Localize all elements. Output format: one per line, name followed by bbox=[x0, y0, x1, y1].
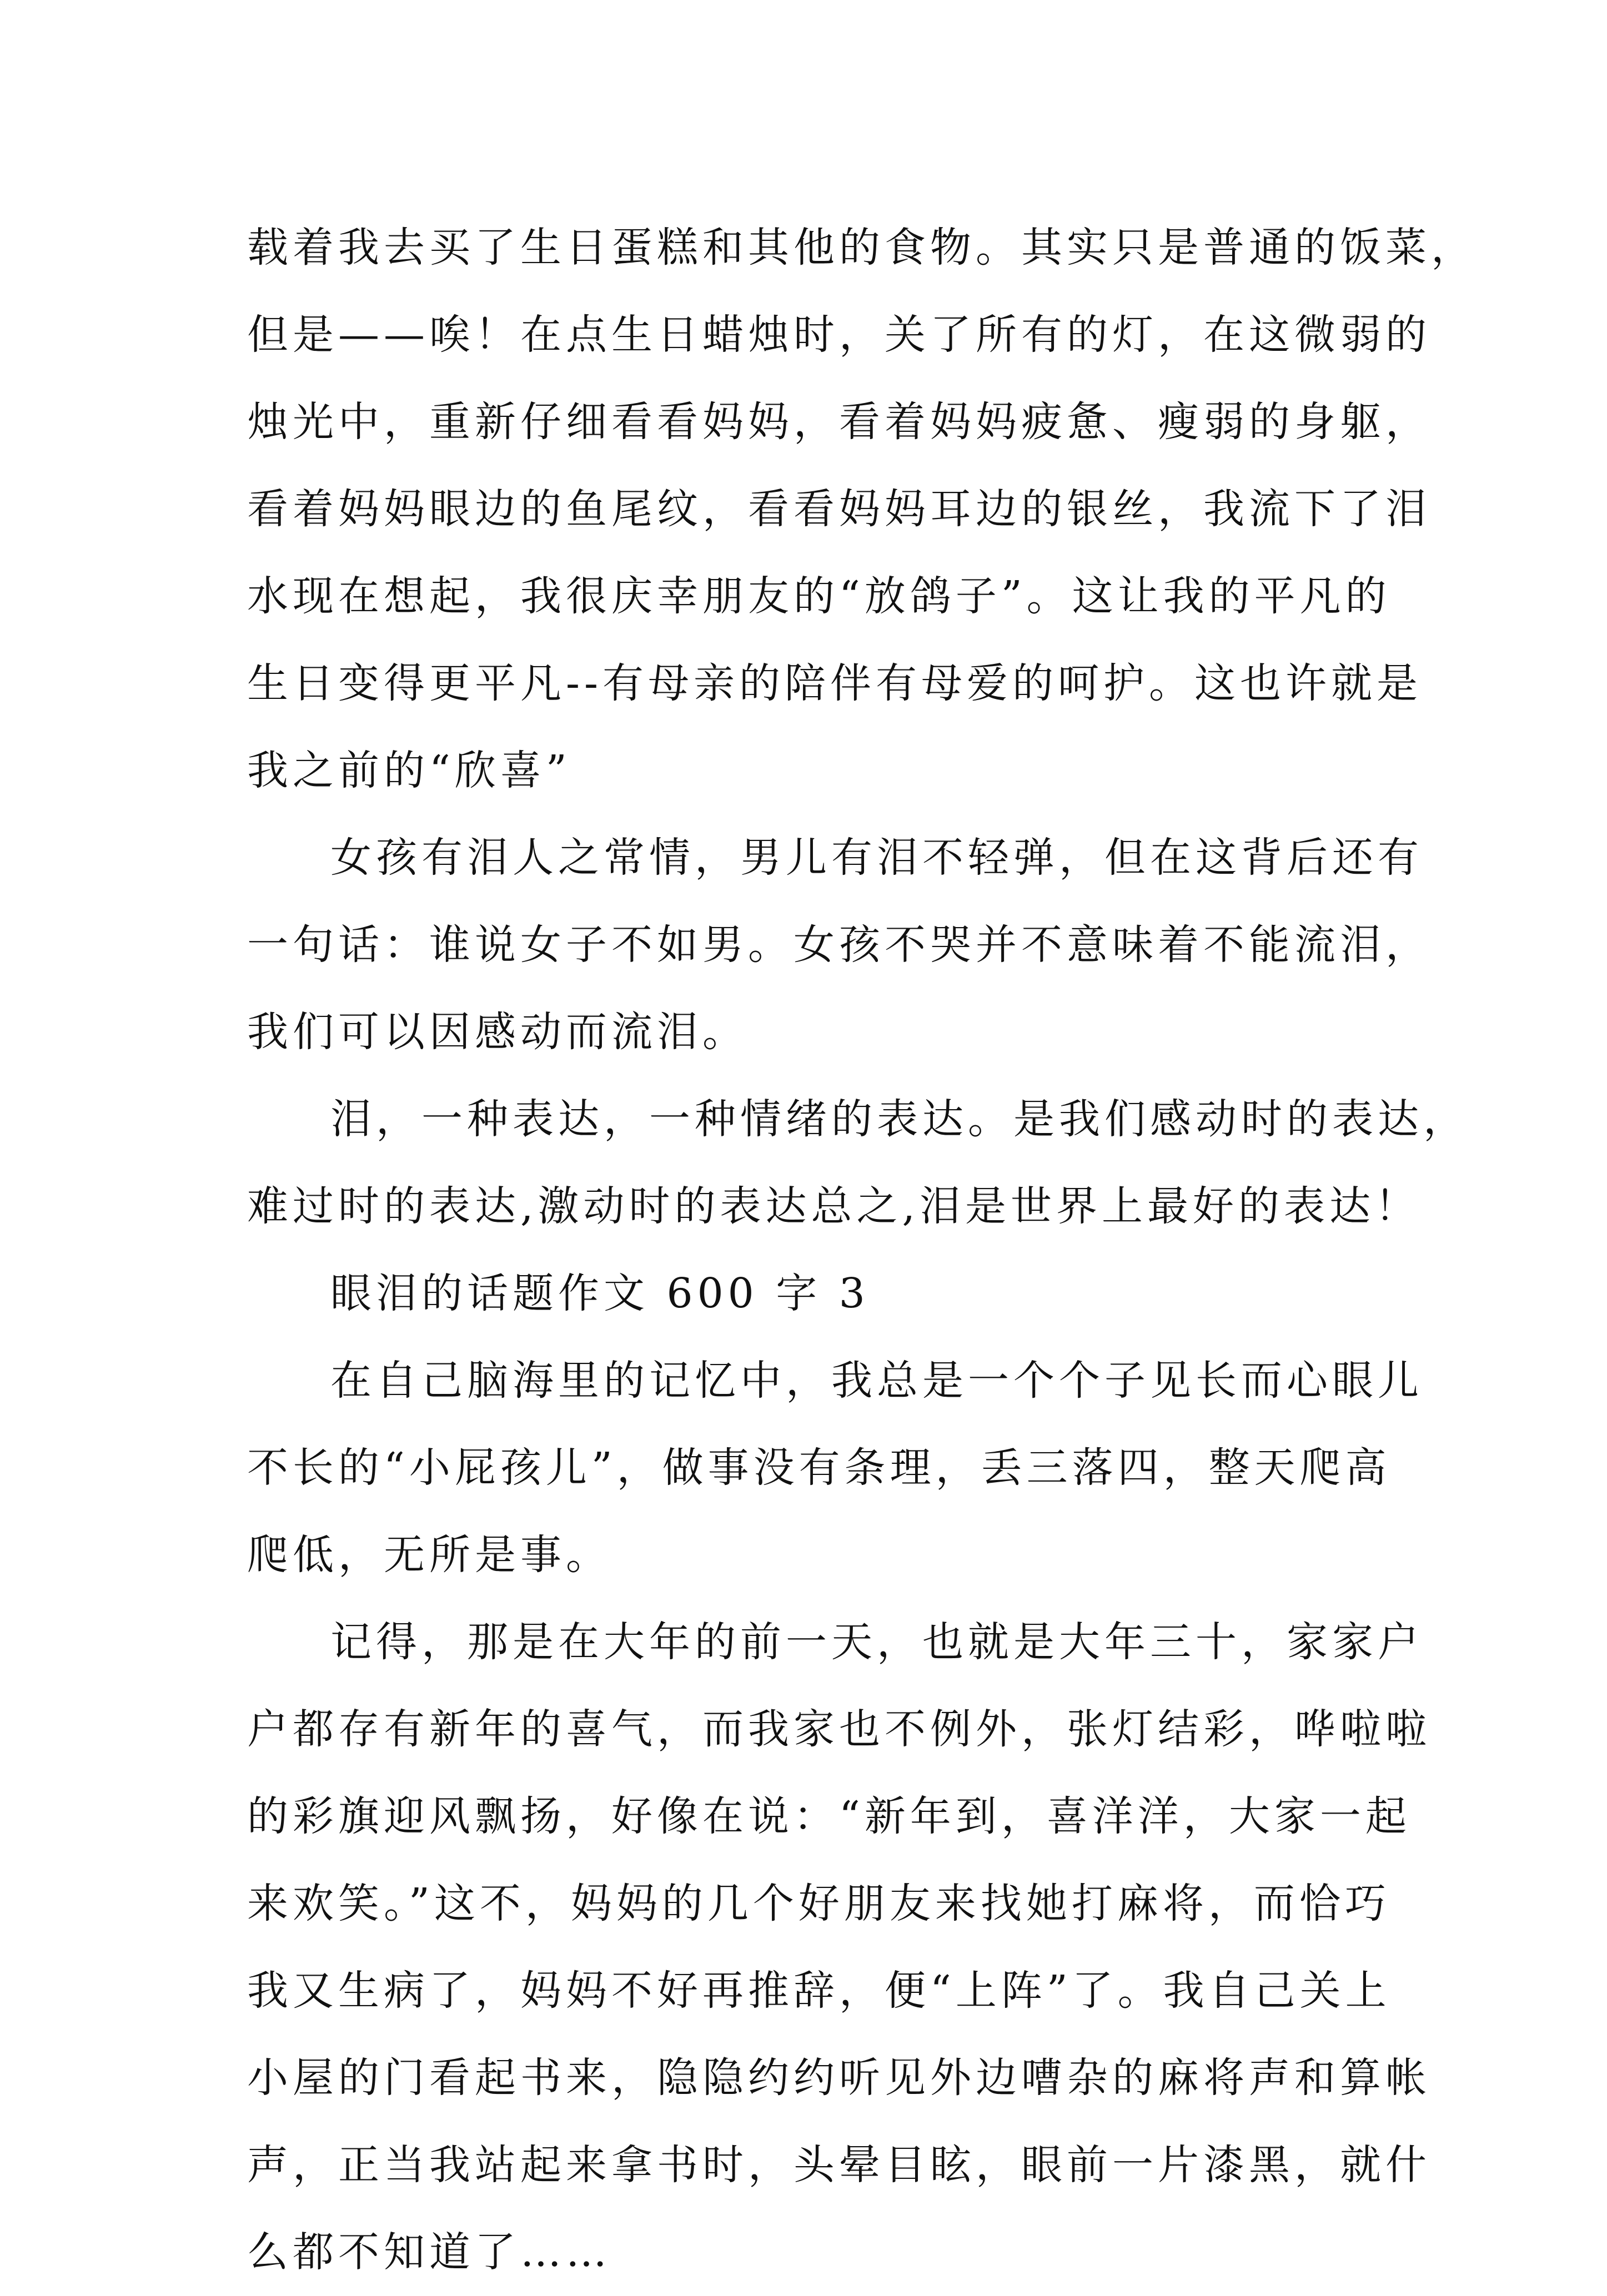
text-line: 我们可以因感动而流泪。 bbox=[247, 1008, 748, 1056]
paragraph-first-line: 泪，一种表达，一种情绪的表达。是我们感动时的表达， bbox=[330, 1095, 1469, 1143]
text-line: 来欢笑。”这不，妈妈的几个好朋友来找她打麻将，而恰巧 bbox=[247, 1880, 1390, 1927]
text-line: 小屋的门看起书来，隐隐约约听见外边嘈杂的麻将声和算帐 bbox=[247, 2054, 1431, 2102]
text-line: 声，正当我站起来拿书时，头晕目眩，眼前一片漆黑，就什 bbox=[247, 2141, 1431, 2189]
text-line: 不长的“小屁孩儿”，做事没有条理，丢三落四，整天爬高 bbox=[247, 1444, 1391, 1492]
text-line: 户都存有新年的喜气，而我家也不例外，张灯结彩，哗啦啦 bbox=[247, 1705, 1431, 1753]
text-line: 水现在想起，我很庆幸朋友的“放鸽子”。这让我的平凡的 bbox=[247, 572, 1391, 620]
text-line: 我又生病了，妈妈不好再推辞，便“上阵”了。我自己关上 bbox=[247, 1967, 1391, 2015]
text-line: 我之前的“欣喜” bbox=[247, 747, 571, 794]
text-line: 看着妈妈眼边的鱼尾纹，看看妈妈耳边的银丝，我流下了泪 bbox=[247, 485, 1431, 533]
text-line: 烛光中，重新仔细看看妈妈，看着妈妈疲惫、瘦弱的身躯， bbox=[247, 398, 1431, 446]
text-line: 但是——唉！在点生日蜡烛时，关了所有的灯，在这微弱的 bbox=[247, 311, 1431, 359]
text-line: 载着我去买了生日蛋糕和其他的食物。其实只是普通的饭菜， bbox=[247, 224, 1477, 271]
section-heading: 眼泪的话题作文 600 字 3 bbox=[330, 1270, 870, 1317]
paragraph-first-line: 在自己脑海里的记忆中，我总是一个个子见长而心眼儿 bbox=[330, 1357, 1423, 1404]
paragraph-first-line: 记得，那是在大年的前一天，也就是大年三十，家家户 bbox=[330, 1618, 1423, 1666]
article-body bbox=[247, 204, 1477, 2296]
text-line: 的彩旗迎风飘扬，好像在说：“新年到，喜洋洋，大家一起 bbox=[247, 1793, 1411, 1840]
text-line: 一句话：谁说女子不如男。女孩不哭并不意味着不能流泪， bbox=[247, 921, 1431, 969]
text-line: 生日变得更平凡--有母亲的陪伴有母爱的呵护。这也许就是 bbox=[247, 659, 1423, 707]
paragraph-first-line: 女孩有泪人之常情，男儿有泪不轻弹，但在这背后还有 bbox=[330, 834, 1423, 882]
text-line: 么都不知道了…… bbox=[247, 2228, 611, 2276]
text-line: 爬低，无所是事。 bbox=[247, 1531, 611, 1579]
text-line: 难过时的表达,激动时的表达总之,泪是世界上最好的表达！ bbox=[247, 1182, 1421, 1230]
